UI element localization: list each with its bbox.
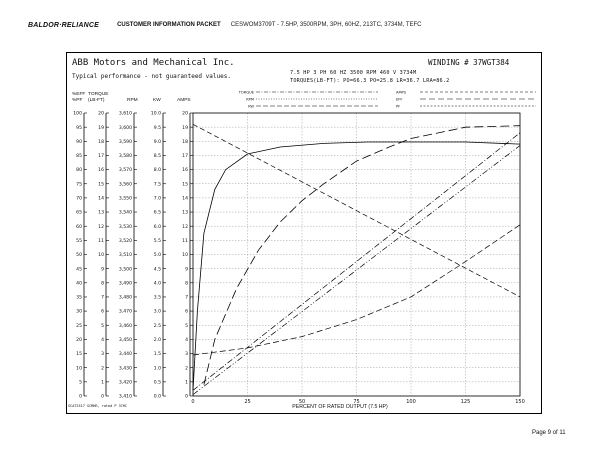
kw-tick-label: 9.5 [153,125,161,131]
effpf-tick-label: 5 [79,380,82,386]
torque-tick-label: 8 [101,281,104,287]
rpm-tick-label: 3,420 [118,380,132,386]
effpf-tick-label: 0 [79,394,82,400]
winding-number: WINDING # 37WGT384 [428,58,510,67]
sheet-code: SCAT2517 SCMHR, rated P 37HC [68,404,128,408]
legend-label-right: AMPS [396,90,407,95]
rpm-tick-label: 3,490 [118,281,132,287]
x-tick-label: 75 [353,399,360,405]
rpm-tick-label: 3,440 [118,352,132,358]
effpf-tick-label: 80 [76,168,82,174]
x-tick-label: 50 [298,399,306,405]
legend-label-left: RPM [246,97,254,102]
x-tick-label: 0 [191,399,195,405]
kw-tick-label: 5.5 [153,238,161,244]
x-tick-label: 100 [406,399,416,405]
torque-tick-label: 11 [98,238,104,244]
kw-tick-label: 6.5 [153,210,161,216]
rpm-tick-label: 3,470 [118,309,132,315]
torque-tick-label: 19 [98,125,104,131]
torque-tick-label: 12 [98,224,104,230]
amps-tick-label: 0 [185,394,188,400]
effpf-tick-label: 30 [76,309,82,315]
effpf-tick-label: 20 [76,338,82,343]
rpm-tick-label: 3,450 [118,338,132,343]
rpm-header: RPM [127,98,138,103]
effpf-tick-label: 15 [76,352,82,358]
rpm-tick-label: 3,460 [118,323,132,329]
torque-tick-label: 15 [98,182,104,188]
rpm-tick-label: 3,510 [118,253,132,259]
torque-tick-label: 17 [98,154,104,160]
brand-logo: BALDOR·RELIANCE [28,21,100,29]
amps-tick-label: 9 [185,267,188,273]
amps-tick-label: 2 [185,366,188,372]
amps-tick-label: 18 [182,139,188,145]
effpf-tick-label: 35 [76,295,82,301]
torque-tick-label: 10 [98,253,104,259]
kw-tick-label: 2.0 [153,338,161,343]
x-tick-label: 150 [515,399,525,405]
kw-tick-label: 4.5 [153,267,161,273]
amps-tick-label: 16 [182,168,188,174]
kw-tick-label: 3.0 [153,309,161,315]
kw-header: KW [153,98,161,103]
torque-tick-label: 16 [98,168,104,174]
packet-title: CUSTOMER INFORMATION PACKET [117,22,221,28]
legend-label-left: KW [248,104,254,109]
rpm-tick-label: 3,580 [118,154,132,160]
kw-tick-label: 7.5 [153,182,161,188]
torque-tick-label: 2 [101,366,104,372]
kw-tick-label: 1.0 [153,366,161,372]
x-tick-label: 25 [244,399,251,405]
rpm-tick-label: 3,480 [118,295,132,301]
rpm-tick-label: 3,600 [118,125,132,131]
effpf-tick-label: 25 [76,323,82,329]
effpf-tick-label: 100 [73,111,82,117]
amps-tick-label: 10 [182,253,188,259]
amps-tick-label: 13 [182,210,188,216]
kw-tick-label: 9.0 [153,139,161,145]
effpf-tick-label: 90 [76,139,82,145]
amps-tick-label: 17 [182,154,188,160]
amps-tick-label: 20 [182,111,188,117]
rpm-tick-label: 3,610 [118,111,132,117]
effpf-tick-label: 50 [76,253,82,259]
rpm-tick-label: 3,410 [118,394,132,400]
kw-tick-label: 4.0 [153,281,161,287]
rpm-tick-label: 3,590 [118,139,132,145]
effpf-tick-label: 75 [76,182,82,188]
torque-tick-label: 0 [101,394,104,400]
effpf-tick-label: 60 [76,224,82,230]
rpm-tick-label: 3,560 [118,182,132,188]
rpm-tick-label: 3,520 [118,238,132,244]
effpf-tick-label: 10 [76,366,82,372]
effpf-tick-label: 85 [76,154,82,160]
amps-tick-label: 11 [182,238,188,244]
amps-tick-label: 1 [185,380,188,386]
amps-header: AMPS [177,98,191,103]
kw-tick-label: 0.5 [153,380,161,386]
amps-tick-label: 6 [185,309,188,315]
effpf-header-label: %EFF %PF [72,92,86,103]
legend-label-right: PF [396,104,401,109]
amps-tick-label: 19 [182,125,188,131]
kw-tick-label: 2.5 [153,323,161,329]
torque-tick-label: 20 [98,111,104,117]
x-axis-title: PERCENT OF RATED OUTPUT (7.5 HP) [292,404,388,410]
torque-tick-label: 7 [101,295,104,301]
kw-tick-label: 8.0 [153,168,161,174]
amps-tick-label: 4 [185,338,188,343]
kw-tick-label: 1.5 [153,352,161,358]
kw-tick-label: 6.0 [153,224,161,230]
kw-tick-label: 10.0 [150,111,161,117]
legend-label-left: TORQUE [238,90,254,95]
motor-rating: 7.5 HP 3 PH 60 HZ 3500 RPM 460 V 3734M [290,70,417,76]
rpm-tick-label: 3,500 [118,267,132,273]
typical-note: Typical performance - not guaranteed values. [72,73,231,80]
torque-tick-label: 9 [101,267,104,273]
torque-tick-label: 3 [101,352,104,358]
torque-tick-label: 6 [101,309,104,315]
effpf-tick-label: 45 [76,267,82,273]
effpf-tick-label: 65 [76,210,82,216]
x-tick-label: 125 [460,399,471,405]
effpf-tick-label: 40 [76,281,82,287]
amps-tick-label: 15 [182,182,188,188]
torque-values: TORQUES(LB-FT): PO=66.3 PO=25.8 LR=36.7 LRA=86.2 [290,78,450,84]
legend-label-right: EFF [396,97,403,102]
effpf-tick-label: 95 [76,125,82,131]
kw-tick-label: 7.0 [153,196,161,202]
rpm-tick-label: 3,550 [118,196,132,202]
torque-tick-label: 1 [101,380,104,386]
torque-tick-label: 5 [101,323,104,329]
torque-header-label: TORQUE (LB-FT) [88,92,109,103]
amps-tick-label: 7 [185,295,188,301]
amps-tick-label: 3 [185,352,188,358]
amps-tick-label: 14 [182,196,188,202]
page-number: Page 9 of 11 [532,430,566,436]
amps-tick-label: 8 [185,281,188,287]
torque-tick-label: 14 [98,196,104,202]
kw-tick-label: 3.5 [153,295,161,301]
amps-tick-label: 12 [182,224,188,230]
kw-tick-label: 8.5 [153,154,161,160]
torque-tick-label: 4 [101,338,104,343]
company-name: ABB Motors and Mechanical Inc. [72,58,235,68]
torque-tick-label: 13 [98,210,104,216]
effpf-tick-label: 55 [76,238,82,244]
rpm-tick-label: 3,430 [118,366,132,372]
kw-tick-label: 0.0 [153,394,161,400]
performance-curve-2 [204,126,520,385]
rpm-tick-label: 3,570 [118,168,132,174]
effpf-tick-label: 70 [76,196,82,202]
kw-tick-label: 5.0 [153,253,161,259]
torque-tick-label: 18 [98,139,104,145]
rpm-tick-label: 3,540 [118,210,132,216]
rpm-tick-label: 3,530 [118,224,132,230]
amps-tick-label: 5 [185,323,188,329]
model-description: CESWOM3709T - 7.5HP, 3500RPM, 3PH, 60HZ, 213TC, 3734M, TEFC [230,22,422,28]
